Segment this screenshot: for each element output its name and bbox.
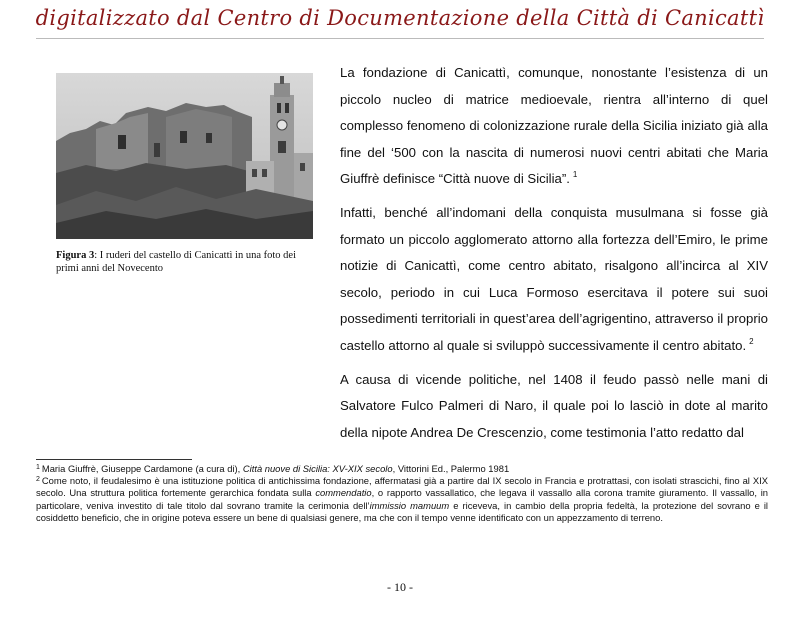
footnote-2-part-c: e riceveva, in cambio della propria fedeltà, la protezione del sovrano e il cosiddetto beneficio, che in origine poteva essere un bene di qualsiasi genere, ma che con il tempo venne identificato con un appezzamento di terreno. [36, 499, 768, 523]
paragraph-1-text: La fondazione di Canicattì, comunque, nonostante l’esistenza di un piccolo nucleo di matrice medioevale, rientra all’interno di quel complesso fenomeno di colonizzazione rurale della Sicilia iniziato già alla fine del ‘500 con la nascita di numerosi nuovi centri abitati che Maria Giuffrè definisce “Città nuove di Sicilia”. [340, 65, 768, 187]
footnote-ref-2: 2 [749, 336, 754, 346]
figure-caption [56, 249, 314, 275]
footnote-separator [36, 459, 192, 460]
header-title: digitalizzato dal Centro di Documentazione della Città di Canicattì [35, 6, 765, 30]
footnote-2-part-b: , o rapporto vassallatico, che legava il vassallo alla corona tramite giuramento. Il vassallo, in particolare, veniva investito di tale titolo dal sovrano tramite la cerimonia dell’ [36, 487, 768, 511]
footnote-2-italic-2: immissio mamuum [369, 499, 450, 511]
footnote-1-title: Città nuove di Sicilia: XV-XIX secolo [242, 463, 393, 474]
footnote-ref-1: 1 [572, 170, 578, 180]
footnotes [36, 463, 768, 524]
footnote-2 [36, 475, 768, 524]
footnote-1 [36, 463, 768, 475]
castle-ruins-photo [56, 73, 313, 239]
paragraph-3 [340, 367, 768, 447]
footnote-1-pre: Maria Giuffrè, Giuseppe Cardamone (a cura di), [41, 463, 243, 474]
main-text [340, 60, 768, 453]
paragraph-2-text: Infatti, benché all’indomani della conquista musulmana si fosse già formato un piccolo agglomerato attorno alla fortezza dell’Emiro, le prime notizie di Canicattì, come centro abitato, risalgono all’incirca al XIV secolo, periodo in cui Luca Formoso esercitava il potere sui suoi possedimenti territoriali in quest’area dell’agrigentino, attraverso il proprio castello attorno al quale si sviluppò successivamente il centro abitato. [340, 204, 768, 353]
footnote-2-number: 2 [36, 476, 40, 484]
header-divider [36, 38, 764, 39]
paragraph-1 [340, 60, 768, 193]
footnote-2-part-a: Come noto, il feudalesimo è una istituzione politica di antichissima fondazione, affermatasi già a partire dal IX secolo in Francia e protrattasi, con isolati strascichi, fino al XIX secolo. Una struttura politica fortemente gerarchica fondata sulla [36, 475, 768, 499]
paragraph-3-text: A causa di vicende politiche, nel 1408 il feudo passò nelle mani di Salvatore Fulco Palmeri di Naro, il quale poi lo lasciò in dote al marito della nipote Andrea De Crescenzio, come testimonia l’atto redatto dal [340, 371, 768, 440]
page-number: - 10 - [387, 580, 413, 594]
paragraph-2 [340, 200, 768, 360]
figure-label: Figura 3 [56, 250, 95, 261]
footnote-1-post: , Vittorini Ed., Palermo 1981 [392, 463, 510, 474]
footnote-2-italic-1: commendatio [315, 487, 372, 499]
figure-caption-text: : I ruderi del castello di Canicattì in una foto dei primi anni del Novecento [56, 250, 296, 274]
footnote-1-number: 1 [36, 464, 40, 471]
